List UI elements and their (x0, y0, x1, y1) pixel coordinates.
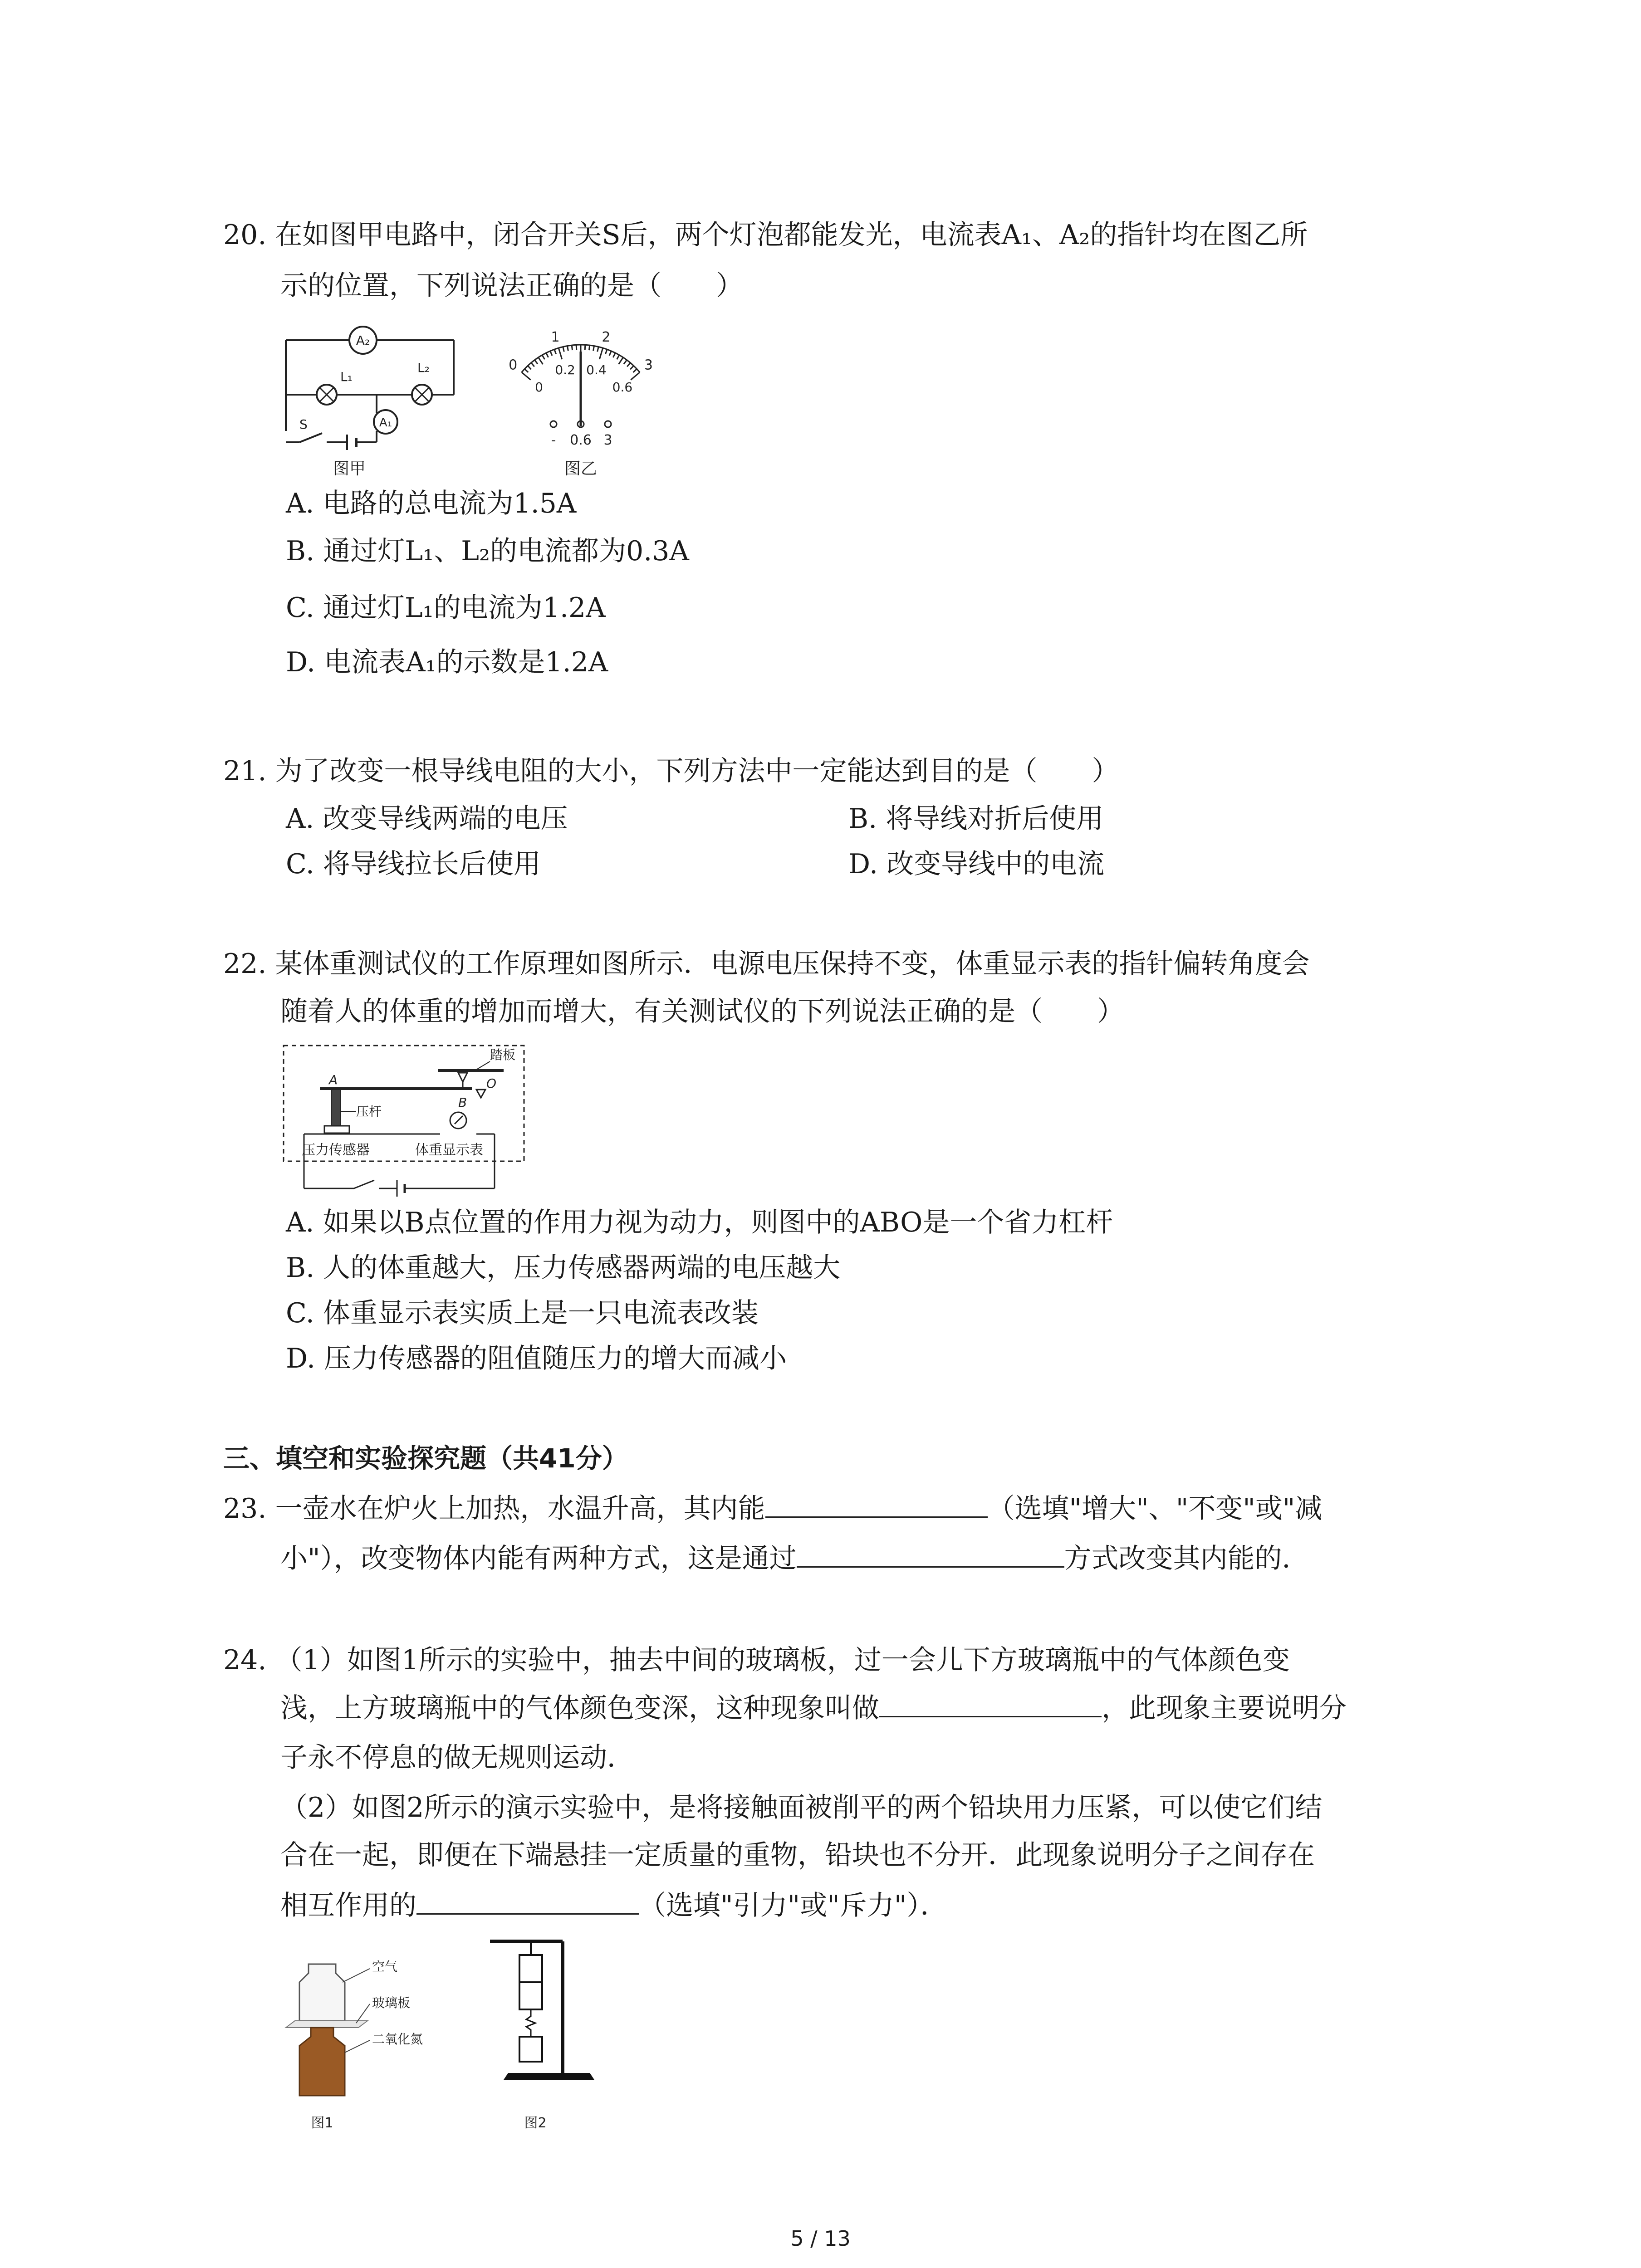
q21-option-d: D. 改变导线中的电流 (848, 848, 1105, 880)
dial-inner-label-1: 0.2 (555, 362, 575, 378)
label-display: 体重显示表 (415, 1142, 483, 1158)
dial-tick (631, 372, 640, 380)
q24-blank-2[interactable] (416, 1887, 639, 1915)
q22-option-b: B. 人的体重越大，压力传感器两端的电压越大 (286, 1252, 841, 1284)
dial-tick (534, 360, 538, 364)
weight-icon (519, 2037, 542, 2062)
dial-tick (524, 369, 528, 372)
terminal-3-icon (605, 421, 611, 427)
dial-tick (539, 357, 543, 364)
dial-tick (609, 351, 611, 356)
q24-line4: （2）如图2所示的演示实验中，是将接触面被削平的两个铅块用力压紧，可以使它们结 (280, 1792, 1323, 1823)
dial-inner-label-0: 0 (535, 379, 543, 395)
dial-tick (576, 345, 577, 350)
q21-option-b: B. 将导线对折后使用 (848, 803, 1104, 835)
dial-tick (528, 366, 531, 369)
q24-text-l2b: ，此现象主要说明分 (1102, 1692, 1347, 1724)
q24-fig1-diffusion (277, 1946, 449, 2136)
q22-stem-line2: 随着人的体重的增加而增大，有关测试仪的下列说法正确的是（ ） (280, 996, 1124, 1027)
q24-blank-1[interactable] (879, 1690, 1102, 1717)
dial-tick (593, 346, 594, 351)
dial-tick (567, 346, 568, 351)
dial-tick (522, 372, 531, 380)
q24-text-l2a: 浅，上方玻璃瓶中的气体颜色变深，这种现象叫做 (280, 1692, 879, 1724)
q23-text-part1: 23. 一壶水在炉火上加热，水温升高，其内能 (223, 1493, 765, 1525)
dial-tick (617, 355, 620, 360)
dial-tick (550, 351, 552, 356)
lead-block-lower (519, 1982, 542, 2009)
q24-line6 (280, 1887, 947, 1924)
caption-fig-jia: 图甲 (333, 459, 366, 478)
q23-text-part2: （选填"增大"、"不变"或"减 (987, 1493, 1323, 1525)
label-l1: L₁ (340, 369, 353, 384)
switch-icon (354, 1180, 374, 1188)
terminal-minus-icon (550, 421, 557, 427)
dial-inner-label-3: 0.6 (612, 379, 633, 395)
fig1-label-glass: 玻璃板 (372, 1995, 411, 2010)
fig1-label-air: 空气 (372, 1959, 398, 1974)
q23-line1 (223, 1490, 1323, 1527)
label-yagan: 压杆 (356, 1104, 382, 1119)
dial-inner-label-2: 0.4 (586, 362, 607, 378)
q20-circuit-figure (272, 318, 467, 481)
label-s: S (299, 417, 308, 432)
dial-tick (563, 347, 564, 352)
section-3-heading: 三、填空和实验探究题（共41分） (223, 1443, 628, 1474)
fig2-caption: 图2 (524, 2115, 547, 2131)
fig1-caption: 图1 (311, 2115, 333, 2131)
terminal-06-label: 0.6 (570, 432, 592, 448)
q24-text-l6b: （选填"引力"或"斥力"）． (639, 1890, 948, 1921)
q24-line5: 合在一起，即便在下端悬挂一定质量的重物，铅块也不分开．此现象说明分子之间存在 (280, 1839, 1315, 1871)
dial-tick (598, 347, 599, 352)
upper-bottle-icon (299, 1964, 345, 2021)
fig1-label-no2: 二氧化氮 (372, 2032, 423, 2047)
dial-tick (619, 357, 623, 364)
q24-line3: 子永不停息的做无规则运动． (280, 1742, 634, 1774)
label-a: A (329, 1072, 338, 1087)
q20-option-b: B. 通过灯L₁、L₂的电流都为0.3A (286, 535, 689, 567)
pivot-o-icon (476, 1090, 485, 1098)
dial-tick (627, 363, 630, 367)
label-b: B (458, 1095, 467, 1110)
q21-option-a: A. 改变导线两端的电压 (286, 803, 568, 835)
q22-option-d: D. 压力传感器的阻值随压力的增大而减小 (286, 1343, 787, 1374)
label-l2: L₂ (417, 360, 430, 375)
q22-option-a: A. 如果以B点位置的作用力视为动力，则图中的ABO是一个省力杠杆 (286, 1207, 1113, 1238)
q24-fig2-lead-blocks (481, 1923, 626, 2136)
dial-tick (605, 349, 607, 354)
caption-fig-yi: 图乙 (564, 459, 598, 478)
q20-stem-line2: 示的位置，下列说法正确的是（ ） (280, 270, 743, 302)
q24-text-l6a: 相互作用的 (280, 1890, 416, 1921)
q23-line2 (280, 1540, 1309, 1577)
dial-tick (624, 360, 627, 364)
dial-outer-label-3: 3 (644, 357, 653, 373)
lower-bottle-icon (299, 2028, 345, 2096)
q20-stem-line1: 20. 在如图甲电路中，闭合开关S后，两个灯泡都能发光，电流表A₁、A₂的指针均在图乙所 (223, 219, 1308, 251)
lead-block-upper (519, 1955, 542, 1982)
label-a2: A₂ (356, 333, 370, 348)
dial-tick (558, 348, 562, 359)
q20-option-c: C. 通过灯L₁的电流为1.2A (286, 592, 606, 624)
q21-option-c: C. 将导线拉长后使用 (286, 848, 541, 880)
dial-tick (542, 355, 545, 360)
q23-text-part3: 小"），改变物体内能有两种方式，这是通过 (280, 1543, 797, 1574)
label-o: O (486, 1076, 497, 1091)
q23-blank-2[interactable] (797, 1540, 1064, 1568)
dial-outer-label-2: 2 (602, 329, 611, 346)
press-rod (331, 1090, 340, 1126)
q23-blank-1[interactable] (765, 1490, 988, 1518)
dial-outer-label-0: 0 (509, 357, 518, 373)
terminal-minus-label: - (551, 432, 556, 448)
q22-stem-line1: 22. 某体重测试仪的工作原理如图所示．电源电压保持不变，体重显示表的指针偏转角度会 (223, 948, 1310, 980)
glass-plate-icon (286, 2021, 367, 2028)
dial-tick (554, 349, 556, 354)
dial-tick (599, 348, 603, 359)
page-number: 5 / 13 (790, 2226, 851, 2251)
stand-base (504, 2073, 594, 2080)
dial-tick (633, 369, 637, 372)
label-taban: 踏板 (490, 1047, 516, 1062)
q24-line2 (280, 1690, 1347, 1726)
label-sensor: 压力传感器 (302, 1142, 370, 1158)
dial-tick (531, 363, 534, 367)
q20-option-d: D. 电流表A₁的示数是1.2A (286, 646, 608, 678)
q22-option-c: C. 体重显示表实质上是一只电流表改装 (286, 1297, 759, 1329)
label-a1: A₁ (379, 416, 392, 430)
q20-ammeter-dial-figure (472, 318, 690, 481)
dial-outer-label-1: 1 (551, 329, 560, 346)
q20-option-a: A. 电路的总电流为1.5A (286, 488, 577, 519)
q21-stem: 21. 为了改变一根导线电阻的大小，下列方法中一定能达到目的是（ ） (223, 755, 1119, 787)
dial-tick (546, 353, 549, 357)
dial-tick (613, 353, 615, 357)
terminal-3-label: 3 (603, 432, 612, 448)
q22-scale-figure (277, 1039, 531, 1202)
dial-tick (630, 366, 634, 369)
q23-text-part4: 方式改变其内能的． (1064, 1543, 1309, 1574)
q24-line1: 24. （1）如图1所示的实验中，抽去中间的玻璃板，过一会儿下方玻璃瓶中的气体颜色变 (223, 1644, 1290, 1676)
